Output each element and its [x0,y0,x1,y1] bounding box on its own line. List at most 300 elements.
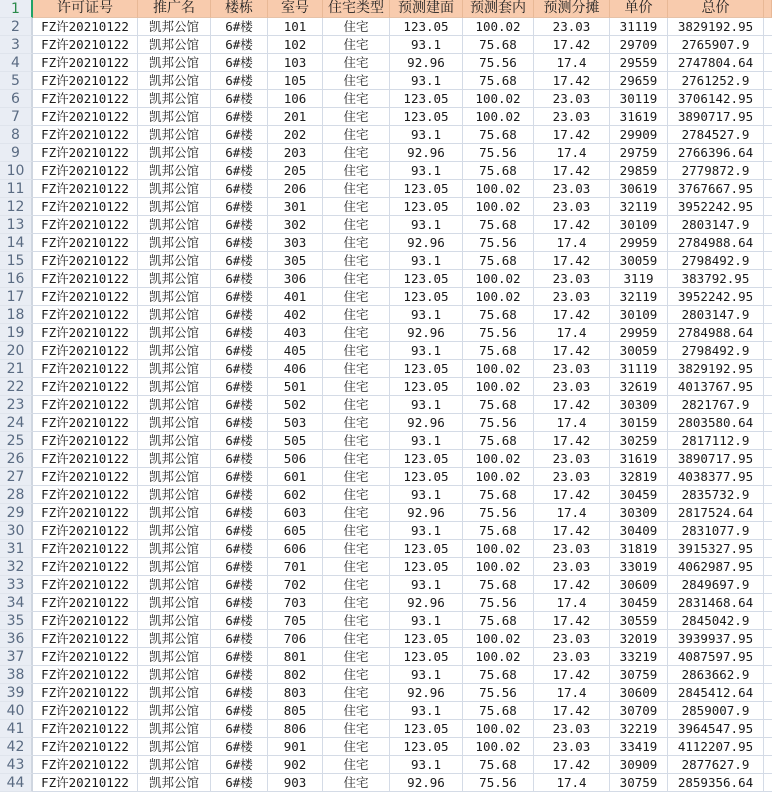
row-number[interactable]: 33 [0,576,33,594]
cell-promo-name[interactable]: 凯邦公馆 [138,72,211,90]
cell-promo-name[interactable]: 凯邦公馆 [138,252,211,270]
cell-permit-no[interactable]: FZ许20210122 [33,252,138,270]
cell-type[interactable]: 住宅 [323,108,390,126]
cell-est-gross-area[interactable]: 93.1 [390,126,463,144]
cell-type[interactable]: 住宅 [323,378,390,396]
cell-type[interactable]: 住宅 [323,126,390,144]
column-header-permit-no[interactable]: 许可证号 [33,0,138,18]
cell-est-shared-area[interactable]: 17.4 [534,234,610,252]
cell-building[interactable]: 6#楼 [211,198,268,216]
cell-unit-price[interactable]: 29759 [610,144,668,162]
cell-permit-no[interactable]: FZ许20210122 [33,414,138,432]
cell-est-inner-area[interactable]: 75.68 [463,666,534,684]
cell-type[interactable]: 住宅 [323,522,390,540]
cell-unit-price[interactable]: 30709 [610,702,668,720]
cell-est-gross-area[interactable]: 93.1 [390,432,463,450]
cell-room[interactable]: 602 [268,486,323,504]
cell-total-price[interactable]: 2803147.9 [668,216,764,234]
cell-permit-no[interactable]: FZ许20210122 [33,342,138,360]
empty-cell[interactable] [764,720,772,738]
cell-unit-price[interactable]: 29859 [610,162,668,180]
cell-building[interactable]: 6#楼 [211,54,268,72]
cell-permit-no[interactable]: FZ许20210122 [33,36,138,54]
cell-est-shared-area[interactable]: 23.03 [534,108,610,126]
cell-promo-name[interactable]: 凯邦公馆 [138,450,211,468]
cell-est-inner-area[interactable]: 100.02 [463,18,534,36]
cell-room[interactable]: 206 [268,180,323,198]
cell-building[interactable]: 6#楼 [211,342,268,360]
cell-total-price[interactable]: 4062987.95 [668,558,764,576]
empty-cell[interactable] [764,18,772,36]
cell-room[interactable]: 706 [268,630,323,648]
cell-est-inner-area[interactable]: 75.56 [463,324,534,342]
cell-est-gross-area[interactable]: 92.96 [390,324,463,342]
cell-unit-price[interactable]: 30309 [610,504,668,522]
cell-total-price[interactable]: 2803147.9 [668,306,764,324]
cell-room[interactable]: 302 [268,216,323,234]
cell-est-gross-area[interactable]: 123.05 [390,198,463,216]
cell-est-inner-area[interactable]: 75.56 [463,774,534,792]
cell-promo-name[interactable]: 凯邦公馆 [138,720,211,738]
cell-permit-no[interactable]: FZ许20210122 [33,702,138,720]
empty-cell[interactable] [764,540,772,558]
cell-est-inner-area[interactable]: 75.56 [463,684,534,702]
cell-promo-name[interactable]: 凯邦公馆 [138,324,211,342]
row-number[interactable]: 7 [0,108,33,126]
cell-total-price[interactable]: 3829192.95 [668,360,764,378]
row-number[interactable]: 25 [0,432,33,450]
cell-est-gross-area[interactable]: 123.05 [390,288,463,306]
cell-unit-price[interactable]: 31619 [610,108,668,126]
cell-promo-name[interactable]: 凯邦公馆 [138,630,211,648]
cell-building[interactable]: 6#楼 [211,432,268,450]
cell-est-inner-area[interactable]: 75.68 [463,486,534,504]
cell-total-price[interactable]: 2798492.9 [668,252,764,270]
cell-est-gross-area[interactable]: 93.1 [390,612,463,630]
cell-promo-name[interactable]: 凯邦公馆 [138,522,211,540]
cell-unit-price[interactable]: 31819 [610,540,668,558]
cell-unit-price[interactable]: 29559 [610,54,668,72]
cell-est-shared-area[interactable]: 17.42 [534,306,610,324]
cell-est-shared-area[interactable]: 17.4 [534,684,610,702]
cell-building[interactable]: 6#楼 [211,288,268,306]
cell-room[interactable]: 501 [268,378,323,396]
cell-building[interactable]: 6#楼 [211,414,268,432]
cell-type[interactable]: 住宅 [323,54,390,72]
empty-cell[interactable] [764,72,772,90]
row-number[interactable]: 26 [0,450,33,468]
cell-total-price[interactable]: 2779872.9 [668,162,764,180]
cell-type[interactable]: 住宅 [323,270,390,288]
cell-room[interactable]: 401 [268,288,323,306]
cell-est-gross-area[interactable]: 93.1 [390,576,463,594]
cell-type[interactable]: 住宅 [323,198,390,216]
cell-promo-name[interactable]: 凯邦公馆 [138,612,211,630]
cell-type[interactable]: 住宅 [323,738,390,756]
cell-permit-no[interactable]: FZ许20210122 [33,144,138,162]
empty-cell[interactable] [764,36,772,54]
cell-est-shared-area[interactable]: 17.42 [534,252,610,270]
cell-room[interactable]: 705 [268,612,323,630]
cell-total-price[interactable]: 2803580.64 [668,414,764,432]
cell-est-gross-area[interactable]: 93.1 [390,486,463,504]
cell-room[interactable]: 406 [268,360,323,378]
cell-unit-price[interactable]: 33019 [610,558,668,576]
row-number[interactable]: 5 [0,72,33,90]
cell-total-price[interactable]: 3964547.95 [668,720,764,738]
empty-cell[interactable] [764,270,772,288]
empty-cell[interactable] [764,198,772,216]
cell-unit-price[interactable]: 30609 [610,576,668,594]
cell-promo-name[interactable]: 凯邦公馆 [138,198,211,216]
cell-permit-no[interactable]: FZ许20210122 [33,486,138,504]
cell-total-price[interactable]: 4087597.95 [668,648,764,666]
cell-est-gross-area[interactable]: 123.05 [390,18,463,36]
cell-permit-no[interactable]: FZ许20210122 [33,612,138,630]
cell-building[interactable]: 6#楼 [211,702,268,720]
empty-cell[interactable] [764,432,772,450]
cell-building[interactable]: 6#楼 [211,738,268,756]
cell-room[interactable]: 803 [268,684,323,702]
cell-building[interactable]: 6#楼 [211,306,268,324]
row-number[interactable]: 16 [0,270,33,288]
cell-type[interactable]: 住宅 [323,702,390,720]
cell-est-inner-area[interactable]: 100.02 [463,540,534,558]
cell-total-price[interactable]: 2877627.9 [668,756,764,774]
cell-unit-price[interactable]: 32619 [610,378,668,396]
cell-est-gross-area[interactable]: 93.1 [390,522,463,540]
cell-total-price[interactable]: 2831077.9 [668,522,764,540]
cell-total-price[interactable]: 383792.95 [668,270,764,288]
cell-promo-name[interactable]: 凯邦公馆 [138,378,211,396]
cell-building[interactable]: 6#楼 [211,468,268,486]
cell-promo-name[interactable]: 凯邦公馆 [138,432,211,450]
cell-permit-no[interactable]: FZ许20210122 [33,594,138,612]
cell-est-inner-area[interactable]: 100.02 [463,558,534,576]
cell-est-shared-area[interactable]: 17.42 [534,576,610,594]
cell-promo-name[interactable]: 凯邦公馆 [138,216,211,234]
row-number[interactable]: 44 [0,774,33,792]
cell-permit-no[interactable]: FZ许20210122 [33,288,138,306]
cell-est-gross-area[interactable]: 123.05 [390,90,463,108]
cell-unit-price[interactable]: 30559 [610,612,668,630]
cell-building[interactable]: 6#楼 [211,450,268,468]
cell-total-price[interactable]: 3890717.95 [668,450,764,468]
row-number[interactable]: 31 [0,540,33,558]
cell-building[interactable]: 6#楼 [211,396,268,414]
cell-est-shared-area[interactable]: 17.42 [534,486,610,504]
cell-total-price[interactable]: 2821767.9 [668,396,764,414]
row-number[interactable]: 8 [0,126,33,144]
cell-unit-price[interactable]: 31619 [610,450,668,468]
cell-est-gross-area[interactable]: 123.05 [390,558,463,576]
cell-permit-no[interactable]: FZ许20210122 [33,504,138,522]
cell-building[interactable]: 6#楼 [211,234,268,252]
cell-type[interactable]: 住宅 [323,486,390,504]
cell-est-gross-area[interactable]: 123.05 [390,270,463,288]
cell-total-price[interactable]: 2765907.9 [668,36,764,54]
cell-permit-no[interactable]: FZ许20210122 [33,684,138,702]
cell-total-price[interactable]: 2817112.9 [668,432,764,450]
cell-unit-price[interactable]: 30619 [610,180,668,198]
cell-est-inner-area[interactable]: 75.68 [463,162,534,180]
row-number[interactable]: 14 [0,234,33,252]
cell-unit-price[interactable]: 29709 [610,36,668,54]
cell-est-inner-area[interactable]: 75.68 [463,306,534,324]
cell-est-inner-area[interactable]: 100.02 [463,198,534,216]
empty-cell[interactable] [764,630,772,648]
cell-est-gross-area[interactable]: 93.1 [390,396,463,414]
column-header-promo-name[interactable]: 推广名 [138,0,211,18]
row-number[interactable]: 39 [0,684,33,702]
cell-est-gross-area[interactable]: 123.05 [390,108,463,126]
cell-promo-name[interactable]: 凯邦公馆 [138,234,211,252]
row-number[interactable]: 23 [0,396,33,414]
cell-room[interactable]: 506 [268,450,323,468]
cell-est-shared-area[interactable]: 17.4 [534,54,610,72]
cell-est-shared-area[interactable]: 17.4 [534,324,610,342]
cell-unit-price[interactable]: 29659 [610,72,668,90]
empty-cell[interactable] [764,342,772,360]
cell-est-shared-area[interactable]: 17.42 [534,432,610,450]
cell-total-price[interactable]: 2766396.64 [668,144,764,162]
cell-est-inner-area[interactable]: 75.68 [463,522,534,540]
row-number[interactable]: 34 [0,594,33,612]
cell-building[interactable]: 6#楼 [211,18,268,36]
cell-est-inner-area[interactable]: 75.56 [463,54,534,72]
cell-est-gross-area[interactable]: 92.96 [390,594,463,612]
cell-building[interactable]: 6#楼 [211,270,268,288]
cell-room[interactable]: 503 [268,414,323,432]
cell-promo-name[interactable]: 凯邦公馆 [138,144,211,162]
cell-est-inner-area[interactable]: 75.56 [463,414,534,432]
cell-permit-no[interactable]: FZ许20210122 [33,522,138,540]
cell-promo-name[interactable]: 凯邦公馆 [138,360,211,378]
cell-building[interactable]: 6#楼 [211,180,268,198]
row-number[interactable]: 40 [0,702,33,720]
cell-total-price[interactable]: 2859007.9 [668,702,764,720]
empty-cell[interactable] [764,90,772,108]
cell-est-inner-area[interactable]: 75.68 [463,702,534,720]
cell-room[interactable]: 606 [268,540,323,558]
cell-type[interactable]: 住宅 [323,630,390,648]
cell-unit-price[interactable]: 31119 [610,360,668,378]
cell-est-gross-area[interactable]: 92.96 [390,54,463,72]
cell-est-gross-area[interactable]: 93.1 [390,702,463,720]
cell-est-gross-area[interactable]: 123.05 [390,738,463,756]
cell-total-price[interactable]: 2831468.64 [668,594,764,612]
column-header-est-inner-area[interactable]: 预测套内 [463,0,534,18]
cell-type[interactable]: 住宅 [323,36,390,54]
cell-unit-price[interactable]: 32119 [610,198,668,216]
cell-est-shared-area[interactable]: 17.42 [534,126,610,144]
empty-cell[interactable] [764,666,772,684]
cell-total-price[interactable]: 3939937.95 [668,630,764,648]
cell-unit-price[interactable]: 33219 [610,648,668,666]
cell-permit-no[interactable]: FZ许20210122 [33,468,138,486]
cell-est-gross-area[interactable]: 123.05 [390,378,463,396]
cell-room[interactable]: 203 [268,144,323,162]
cell-promo-name[interactable]: 凯邦公馆 [138,576,211,594]
cell-est-gross-area[interactable]: 93.1 [390,162,463,180]
cell-promo-name[interactable]: 凯邦公馆 [138,702,211,720]
cell-total-price[interactable]: 2761252.9 [668,72,764,90]
cell-room[interactable]: 903 [268,774,323,792]
cell-est-shared-area[interactable]: 23.03 [534,18,610,36]
row-number[interactable]: 36 [0,630,33,648]
row-number[interactable]: 42 [0,738,33,756]
cell-est-shared-area[interactable]: 23.03 [534,558,610,576]
cell-unit-price[interactable]: 30119 [610,90,668,108]
cell-building[interactable]: 6#楼 [211,684,268,702]
cell-room[interactable]: 102 [268,36,323,54]
cell-building[interactable]: 6#楼 [211,594,268,612]
cell-promo-name[interactable]: 凯邦公馆 [138,396,211,414]
cell-promo-name[interactable]: 凯邦公馆 [138,36,211,54]
cell-est-shared-area[interactable]: 17.42 [534,36,610,54]
cell-room[interactable]: 105 [268,72,323,90]
cell-est-shared-area[interactable]: 17.42 [534,396,610,414]
cell-promo-name[interactable]: 凯邦公馆 [138,108,211,126]
cell-est-shared-area[interactable]: 23.03 [534,738,610,756]
cell-type[interactable]: 住宅 [323,216,390,234]
cell-unit-price[interactable]: 30059 [610,252,668,270]
empty-cell[interactable] [764,486,772,504]
cell-room[interactable]: 703 [268,594,323,612]
cell-permit-no[interactable]: FZ许20210122 [33,108,138,126]
row-number[interactable]: 35 [0,612,33,630]
cell-est-inner-area[interactable]: 100.02 [463,360,534,378]
cell-promo-name[interactable]: 凯邦公馆 [138,666,211,684]
row-number[interactable]: 41 [0,720,33,738]
cell-building[interactable]: 6#楼 [211,126,268,144]
cell-permit-no[interactable]: FZ许20210122 [33,234,138,252]
cell-unit-price[interactable]: 30109 [610,306,668,324]
cell-building[interactable]: 6#楼 [211,504,268,522]
cell-unit-price[interactable]: 30609 [610,684,668,702]
cell-unit-price[interactable]: 30259 [610,432,668,450]
cell-building[interactable]: 6#楼 [211,108,268,126]
cell-room[interactable]: 103 [268,54,323,72]
cell-permit-no[interactable]: FZ许20210122 [33,432,138,450]
cell-room[interactable]: 802 [268,666,323,684]
cell-promo-name[interactable]: 凯邦公馆 [138,468,211,486]
cell-permit-no[interactable]: FZ许20210122 [33,774,138,792]
cell-promo-name[interactable]: 凯邦公馆 [138,504,211,522]
cell-permit-no[interactable]: FZ许20210122 [33,90,138,108]
row-number[interactable]: 21 [0,360,33,378]
cell-type[interactable]: 住宅 [323,558,390,576]
cell-est-gross-area[interactable]: 123.05 [390,648,463,666]
cell-est-shared-area[interactable]: 23.03 [534,288,610,306]
empty-cell[interactable] [764,684,772,702]
cell-room[interactable]: 402 [268,306,323,324]
cell-room[interactable]: 702 [268,576,323,594]
cell-total-price[interactable]: 3952242.95 [668,288,764,306]
cell-room[interactable]: 605 [268,522,323,540]
cell-room[interactable]: 603 [268,504,323,522]
empty-cell[interactable] [764,288,772,306]
column-header-room[interactable]: 室号 [268,0,323,18]
cell-type[interactable]: 住宅 [323,360,390,378]
cell-type[interactable]: 住宅 [323,576,390,594]
cell-building[interactable]: 6#楼 [211,558,268,576]
cell-est-inner-area[interactable]: 100.02 [463,180,534,198]
cell-building[interactable]: 6#楼 [211,720,268,738]
empty-cell[interactable] [764,648,772,666]
cell-est-gross-area[interactable]: 93.1 [390,756,463,774]
empty-cell[interactable] [764,468,772,486]
cell-building[interactable]: 6#楼 [211,90,268,108]
cell-est-inner-area[interactable]: 100.02 [463,630,534,648]
cell-unit-price[interactable]: 30759 [610,666,668,684]
cell-room[interactable]: 701 [268,558,323,576]
cell-est-shared-area[interactable]: 17.4 [534,144,610,162]
cell-promo-name[interactable]: 凯邦公馆 [138,738,211,756]
empty-cell[interactable] [764,756,772,774]
cell-type[interactable]: 住宅 [323,594,390,612]
cell-promo-name[interactable]: 凯邦公馆 [138,306,211,324]
cell-est-inner-area[interactable]: 75.68 [463,126,534,144]
row-number[interactable]: 2 [0,18,33,36]
cell-promo-name[interactable]: 凯邦公馆 [138,54,211,72]
row-number[interactable]: 32 [0,558,33,576]
row-number[interactable]: 30 [0,522,33,540]
cell-permit-no[interactable]: FZ许20210122 [33,54,138,72]
cell-est-gross-area[interactable]: 93.1 [390,342,463,360]
cell-unit-price[interactable]: 30059 [610,342,668,360]
cell-est-gross-area[interactable]: 93.1 [390,666,463,684]
empty-cell[interactable] [764,414,772,432]
cell-permit-no[interactable]: FZ许20210122 [33,198,138,216]
cell-permit-no[interactable]: FZ许20210122 [33,18,138,36]
row-number[interactable]: 22 [0,378,33,396]
cell-est-inner-area[interactable]: 100.02 [463,108,534,126]
cell-total-price[interactable]: 2784527.9 [668,126,764,144]
cell-total-price[interactable]: 2747804.64 [668,54,764,72]
cell-est-inner-area[interactable]: 100.02 [463,288,534,306]
cell-unit-price[interactable]: 30909 [610,756,668,774]
cell-est-gross-area[interactable]: 93.1 [390,306,463,324]
cell-room[interactable]: 502 [268,396,323,414]
cell-permit-no[interactable]: FZ许20210122 [33,324,138,342]
cell-unit-price[interactable]: 30109 [610,216,668,234]
cell-total-price[interactable]: 4013767.95 [668,378,764,396]
row-number[interactable]: 9 [0,144,33,162]
cell-building[interactable]: 6#楼 [211,378,268,396]
cell-building[interactable]: 6#楼 [211,756,268,774]
column-header-unit-price[interactable]: 单价 [610,0,668,18]
cell-room[interactable]: 902 [268,756,323,774]
cell-room[interactable]: 505 [268,432,323,450]
cell-est-gross-area[interactable]: 92.96 [390,504,463,522]
cell-permit-no[interactable]: FZ许20210122 [33,216,138,234]
cell-type[interactable]: 住宅 [323,252,390,270]
cell-room[interactable]: 801 [268,648,323,666]
cell-permit-no[interactable]: FZ许20210122 [33,756,138,774]
cell-est-inner-area[interactable]: 75.56 [463,144,534,162]
cell-promo-name[interactable]: 凯邦公馆 [138,774,211,792]
cell-est-shared-area[interactable]: 17.42 [534,522,610,540]
cell-unit-price[interactable]: 33419 [610,738,668,756]
cell-est-shared-area[interactable]: 23.03 [534,450,610,468]
cell-unit-price[interactable]: 30409 [610,522,668,540]
cell-type[interactable]: 住宅 [323,468,390,486]
cell-building[interactable]: 6#楼 [211,162,268,180]
cell-room[interactable]: 303 [268,234,323,252]
cell-permit-no[interactable]: FZ许20210122 [33,306,138,324]
cell-total-price[interactable]: 2784988.64 [668,234,764,252]
